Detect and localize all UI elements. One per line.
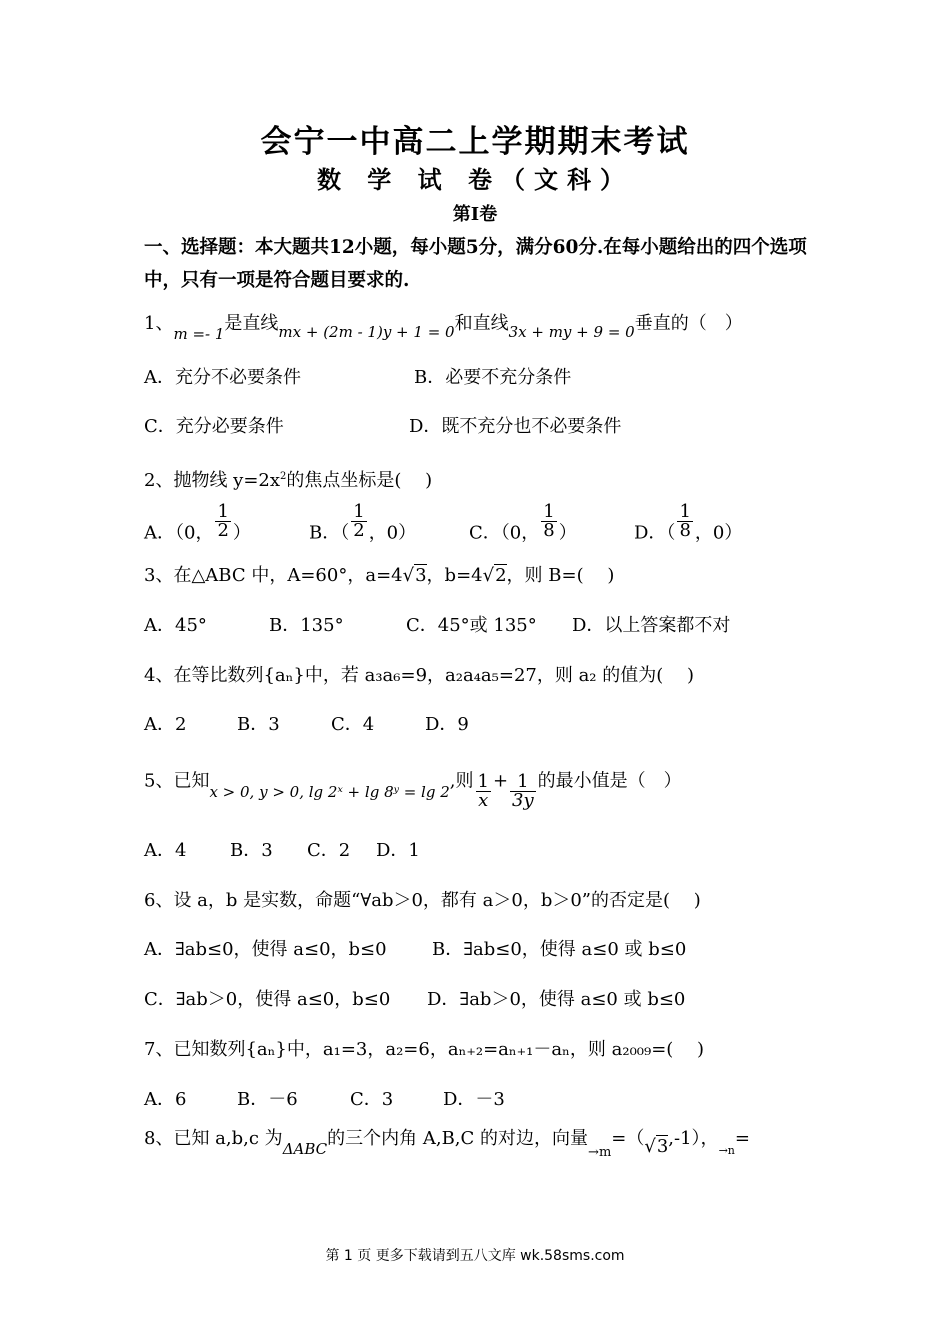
option-c: C．∃ab＞0，使得 a≤0，b≤0: [144, 989, 391, 1010]
option-a: A．充分不必要条件: [144, 367, 301, 388]
option-a: A．（0， $\frac{1}{2}$ ）: [144, 501, 251, 544]
option-c: C．45°或 135°: [406, 615, 537, 636]
option-c: C．充分必要条件: [144, 416, 284, 437]
option-b: B．必要不充分条件: [414, 367, 572, 388]
section-label: 第Ⅰ卷: [452, 204, 498, 225]
question-5-stem: 5、已知$_{x > 0, y > 0, lg 2ˣ + lg 8ʸ = lg 2}$,则 $\frac{1}{x}$ + $\frac{1}{3y}$ 的最小值是（ ）: [144, 770, 682, 811]
option-b: B．3: [230, 840, 273, 861]
exam-subtitle: 数 学 试 卷（文科）: [316, 165, 634, 194]
option-c: C．（0， $\frac{1}{8}$ ）: [469, 501, 577, 544]
option-d: D．9: [425, 714, 469, 735]
option-b: B．135°: [269, 615, 344, 636]
option-b: B．∃ab≤0，使得 a≤0 或 b≤0: [432, 939, 687, 960]
option-b: B．（ $\frac{1}{2}$ ，0）: [309, 501, 417, 544]
option-d: D．－3: [443, 1089, 505, 1110]
option-a: A．∃ab≤0，使得 a≤0，b≤0: [144, 939, 387, 960]
option-c: C．4: [331, 714, 375, 735]
question-1-stem: 1、$_{m =- 1}$是直线$_{mx + (2m - 1)y + 1 = 0}$和直线$_{3x + my + 9 = 0}$垂直的（ ）: [144, 313, 743, 343]
question-3-stem: 3、在△ABC 中，A=60°，a=4√3，b=4√2，则 B=( ): [144, 565, 615, 586]
option-c: C．2: [307, 840, 351, 861]
question-6-stem: 6、设 a，b 是实数，命题“∀ab＞0，都有 a＞0，b＞0”的否定是( ): [144, 890, 701, 911]
question-8-stem: 8、已知 a,b,c 为$_{\Delta ABC}$的三个内角 A,B,C 的对边，向量$_{\to m}$=（√3,-1），$_{\to n}$=: [144, 1128, 750, 1160]
option-a: A．2: [144, 714, 187, 735]
page-footer: 第 1 页 更多下载请到五八文库 wk.58sms.com: [325, 1248, 625, 1264]
option-d: D．1: [376, 840, 420, 861]
question-7-stem: 7、已知数列{aₙ}中，a₁=3，a₂=6，aₙ₊₂=aₙ₊₁－aₙ，则 a₂₀₀₉=( ): [144, 1039, 705, 1060]
section-heading: 一、选择题：本大题共12小题，每小题5分，满分60分.在每小题给出的四个选项中，只有一项是符合题目要求的.: [144, 237, 807, 291]
option-d: D．∃ab＞0，使得 a≤0 或 b≤0: [427, 989, 686, 1010]
option-c: C．3: [350, 1089, 394, 1110]
question-4-stem: 4、在等比数列{aₙ}中，若 a₃a₆=9，a₂a₄a₅=27，则 a₂ 的值为( ): [144, 665, 695, 686]
option-a: A．45°: [144, 615, 207, 636]
option-a: A．6: [144, 1089, 187, 1110]
vector-n: n: [727, 1144, 735, 1157]
option-d: D．（ $\frac{1}{8}$ ，0）: [634, 501, 743, 544]
question-2-stem: 2、抛物线 $y=2x^2$的焦点坐标是( ): [144, 470, 433, 491]
option-d: D．既不充分也不必要条件: [409, 416, 622, 437]
vector-m: m: [598, 1145, 612, 1160]
option-b: B．－6: [237, 1089, 298, 1110]
exam-title: 会宁一中高二上学期期末考试: [260, 124, 690, 160]
option-b: B．3: [237, 714, 280, 735]
option-d: D．以上答案都不对: [572, 615, 731, 636]
option-a: A．4: [144, 840, 187, 861]
